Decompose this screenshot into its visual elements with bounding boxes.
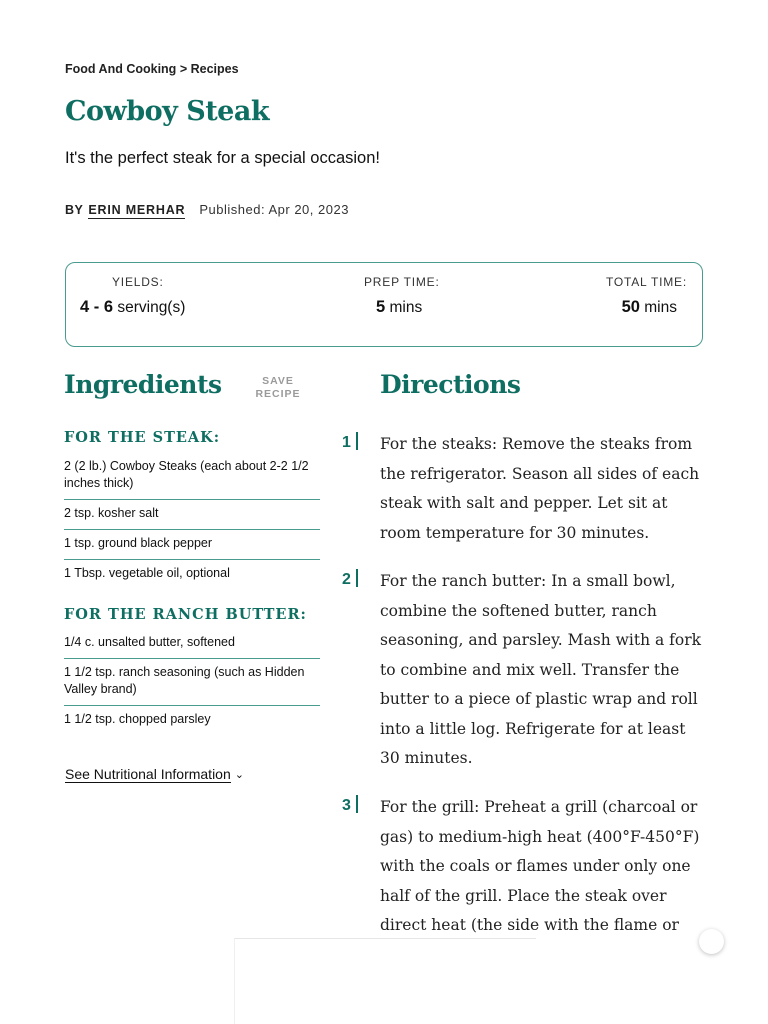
- step-number-value: 3: [342, 797, 351, 814]
- prep-time-amount: 5: [376, 298, 386, 316]
- prep-time-value: [376, 298, 422, 317]
- step-number: [342, 569, 358, 589]
- save-recipe-label-line2: RECIPE: [255, 388, 301, 400]
- recipe-subtitle: It's the perfect steak for a special occasion!: [65, 149, 380, 167]
- ingredient-list-ranch-butter: [64, 634, 320, 740]
- ingredient-item: 1 tsp. ground black pepper: [64, 535, 320, 560]
- bottom-ad-overlay: [234, 938, 536, 1024]
- nutrition-info-link[interactable]: [65, 766, 244, 782]
- step-text: For the ranch butter: In a small bowl, combine the softened butter, ranch seasoning, and parsley. Mash with a fork to combine and mix well. Transfer the butter to a piece of plastic wrap and roll into a little log. Refrigerate for at least 30 minutes.: [380, 572, 702, 767]
- yields-amount: 4 - 6: [80, 298, 114, 316]
- ingredient-list-steak: [64, 458, 320, 594]
- chevron-down-icon: ⌄: [234, 769, 244, 781]
- total-time-amount: 50: [621, 298, 640, 316]
- directions-title: Directions: [380, 370, 521, 399]
- breadcrumb-separator: >: [179, 62, 188, 76]
- step-text: For the grill: Preheat a grill (charcoal or gas) to medium-high heat (400°F-450°F) with the coals or flames under only one half of the grill. Place the steak over direct heat (the side with the flame or: [380, 798, 700, 934]
- breadcrumb-link-food-and-cooking[interactable]: Food And Cooking: [65, 62, 177, 76]
- recipe-info-box: [65, 262, 703, 347]
- yields-value: [80, 298, 185, 317]
- ingredient-item: 1/4 c. unsalted butter, softened: [64, 634, 320, 659]
- ingredient-item: 1 1/2 tsp. chopped parsley: [64, 712, 211, 726]
- ingredient-section-heading-ranch-butter: FOR THE RANCH BUTTER:: [64, 606, 307, 623]
- ingredient-item: 2 tsp. kosher salt: [64, 505, 320, 530]
- byline: [65, 202, 349, 219]
- by-label: BY: [65, 203, 84, 217]
- step-number: [342, 795, 358, 815]
- step-number-value: 2: [342, 571, 351, 588]
- yields-label: YIELDS:: [112, 275, 164, 289]
- total-time-value: [622, 298, 677, 317]
- step-number-value: 1: [342, 434, 351, 451]
- save-recipe-button[interactable]: [248, 375, 308, 401]
- published-date: Published: Apr 20, 2023: [199, 202, 349, 217]
- step-text: For the steaks: Remove the steaks from the refrigerator. Season all sides of each steak with salt and pepper. Let sit at room temperature for 30 minutes.: [380, 435, 700, 542]
- step-number: [342, 432, 358, 452]
- save-recipe-label-line1: SAVE: [262, 375, 294, 387]
- prep-time-label: PREP TIME:: [364, 275, 440, 289]
- ingredient-item: 1 Tbsp. vegetable oil, optional: [64, 566, 230, 580]
- nutrition-info-label: See Nutritional Information: [65, 766, 231, 782]
- total-time-label: TOTAL TIME:: [605, 275, 687, 289]
- step-divider: [356, 432, 358, 450]
- ingredient-item: 1 1/2 tsp. ranch seasoning (such as Hidden Valley brand): [64, 664, 320, 706]
- breadcrumb-link-recipes[interactable]: Recipes: [190, 62, 239, 76]
- author-link[interactable]: ERIN MERHAR: [88, 203, 186, 217]
- step-divider: [356, 795, 358, 813]
- page-title: Cowboy Steak: [65, 96, 270, 127]
- prep-time-unit: mins: [389, 299, 423, 316]
- floating-action-button[interactable]: [699, 929, 724, 954]
- ingredient-section-heading-steak: FOR THE STEAK:: [64, 429, 221, 446]
- ingredients-title: Ingredients: [64, 370, 222, 399]
- breadcrumb: [65, 62, 239, 76]
- ingredient-item: 2 (2 lb.) Cowboy Steaks (each about 2-2 1/2 inches thick): [64, 458, 320, 500]
- yields-unit: serving(s): [117, 299, 186, 316]
- total-time-unit: mins: [644, 299, 677, 316]
- step-divider: [356, 569, 358, 587]
